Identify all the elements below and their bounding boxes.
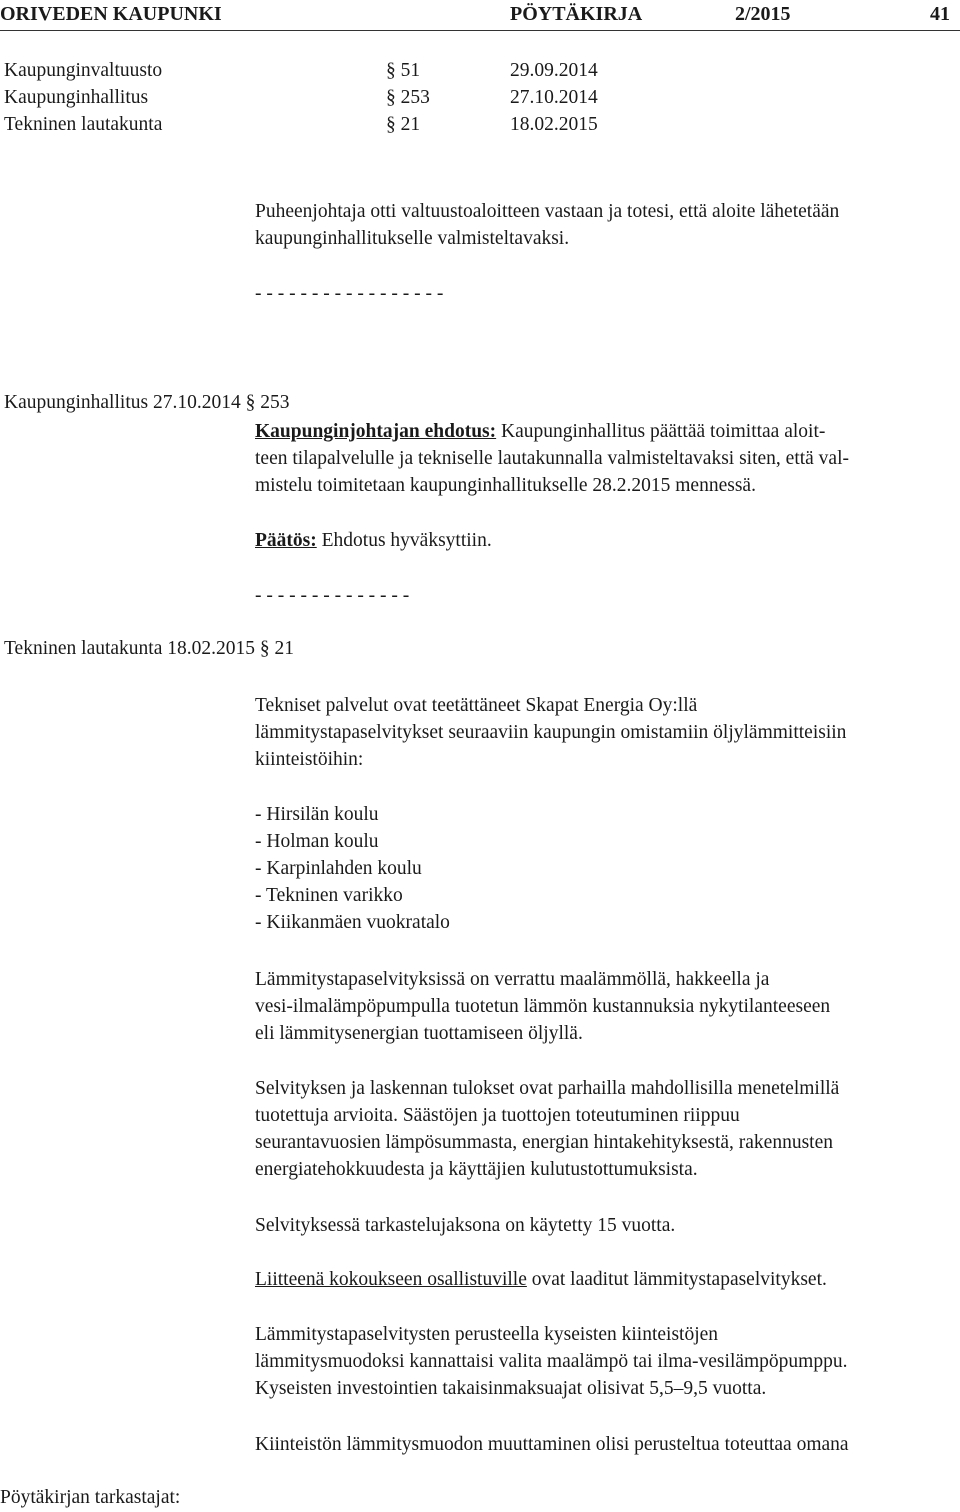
attachment-link[interactable]: Liitteenä kokoukseen osallistuville [255, 1269, 527, 1290]
text-line: lämmitysmuodoksi kannattaisi valita maalämpö tai ilma-vesilämpöpumppu. [255, 1351, 848, 1372]
paragraph-results [255, 1075, 960, 1183]
text-line: Puheenjohtaja otti valtuustoaloitteen vastaan ja totesi, että aloite lähetetään [255, 201, 840, 222]
proposal-label: Kaupunginjohtajan ehdotus: [255, 421, 497, 442]
text-line: eli lämmitysenergian tuottamiseen öljyllä. [255, 1023, 583, 1044]
text-line: Kyseisten investointien takaisinmaksuajat olisivat 5,5–9,5 vuotta. [255, 1378, 767, 1399]
text-line: kaupunginhallitukselle valmisteltavaksi. [255, 228, 570, 249]
list-item: - Tekninen varikko [255, 885, 403, 906]
paragraph-conclusion: Kiinteistön lämmitysmuodon muuttaminen olisi perusteltua toteuttaa omana [255, 1434, 849, 1455]
text-line: mistelu toimitetaan kaupunginhallitukselle 28.2.2015 mennessä. [255, 475, 756, 496]
text-line: lämmitystapaselvitykset seuraaviin kaupungin omistamiin öljylämmitteisiin [255, 722, 847, 743]
list-item: - Karpinlahden koulu [255, 858, 422, 879]
list-item: - Hirsilän koulu [255, 804, 379, 825]
text-line: tuotettuja arvioita. Säästöjen ja tuottojen toteutuminen riippuu [255, 1105, 740, 1126]
decision-text: Ehdotus hyväksyttiin. [316, 530, 492, 551]
council-paragraph [255, 198, 960, 252]
text-line: Lämmitystapaselvitysten perusteella kyseisten kiinteistöjen [255, 1324, 719, 1345]
reference-body: Tekninen lautakunta [4, 114, 163, 135]
section-heading-board: Kaupunginhallitus 27.10.2014 § 253 [4, 392, 290, 413]
tech-intro [255, 692, 960, 773]
page-header [0, 0, 960, 31]
text-line: ovat laaditut lämmitystapaselvitykset. [526, 1269, 827, 1290]
reference-date: 29.09.2014 [510, 60, 598, 81]
decision-label: Päätös: [255, 530, 317, 551]
reference-date: 27.10.2014 [510, 87, 598, 108]
text-line: seurantavuosien lämpösummasta, energian hintakehityksestä, rakennusten [255, 1132, 833, 1153]
organization-name: ORIVEDEN KAUPUNKI [0, 3, 222, 25]
footer-label: Pöytäkirjan tarkastajat: [0, 1487, 181, 1508]
separator: - - - - - - - - - - - - - - [255, 585, 410, 606]
document-type: PÖYTÄKIRJA [510, 3, 643, 25]
separator: - - - - - - - - - - - - - - - - - [255, 283, 444, 304]
section-heading-tech: Tekninen lautakunta 18.02.2015 § 21 [4, 638, 294, 659]
reference-section: § 21 [386, 114, 421, 135]
text-line: Selvityksen ja laskennan tulokset ovat parhailla mahdollisilla menetelmillä [255, 1078, 840, 1099]
reference-body: Kaupunginhallitus [4, 87, 149, 108]
property-list [255, 801, 960, 936]
text-line: teen tilapalvelulle ja tekniselle lautakunnalla valmisteltavaksi siten, että val- [255, 448, 849, 469]
paragraph-period: Selvityksessä tarkastelujaksona on käytetty 15 vuotta. [255, 1215, 676, 1236]
page-number: 41 [930, 3, 950, 25]
text-line: Kaupunginhallitus päättää toimittaa aloit- [496, 421, 826, 442]
text-line: Tekniset palvelut ovat teetättäneet Skapat Energia Oy:llä [255, 695, 698, 716]
list-item: - Holman koulu [255, 831, 379, 852]
paragraph-comparison [255, 966, 960, 1047]
text-line: kiinteistöihin: [255, 749, 364, 770]
proposal-paragraph [255, 418, 960, 499]
reference-body: Kaupunginvaltuusto [4, 60, 163, 81]
document-number: 2/2015 [735, 3, 791, 25]
text-line: Lämmitystapaselvityksissä on verrattu maalämmöllä, hakkeella ja [255, 969, 770, 990]
paragraph-recommendation [255, 1321, 960, 1402]
reference-date: 18.02.2015 [510, 114, 598, 135]
text-line: energiatehokkuudesta ja käyttäjien kulutustottumuksista. [255, 1159, 698, 1180]
reference-row [4, 57, 162, 84]
text-line: vesi-ilmalämpöpumpulla tuotetun lämmön kustannuksia nykytilanteeseen [255, 996, 831, 1017]
paragraph-attachment [255, 1266, 960, 1293]
decision-line [255, 527, 492, 554]
list-item: - Kiikanmäen vuokratalo [255, 912, 450, 933]
reference-section: § 51 [386, 60, 421, 81]
reference-section: § 253 [386, 87, 430, 108]
